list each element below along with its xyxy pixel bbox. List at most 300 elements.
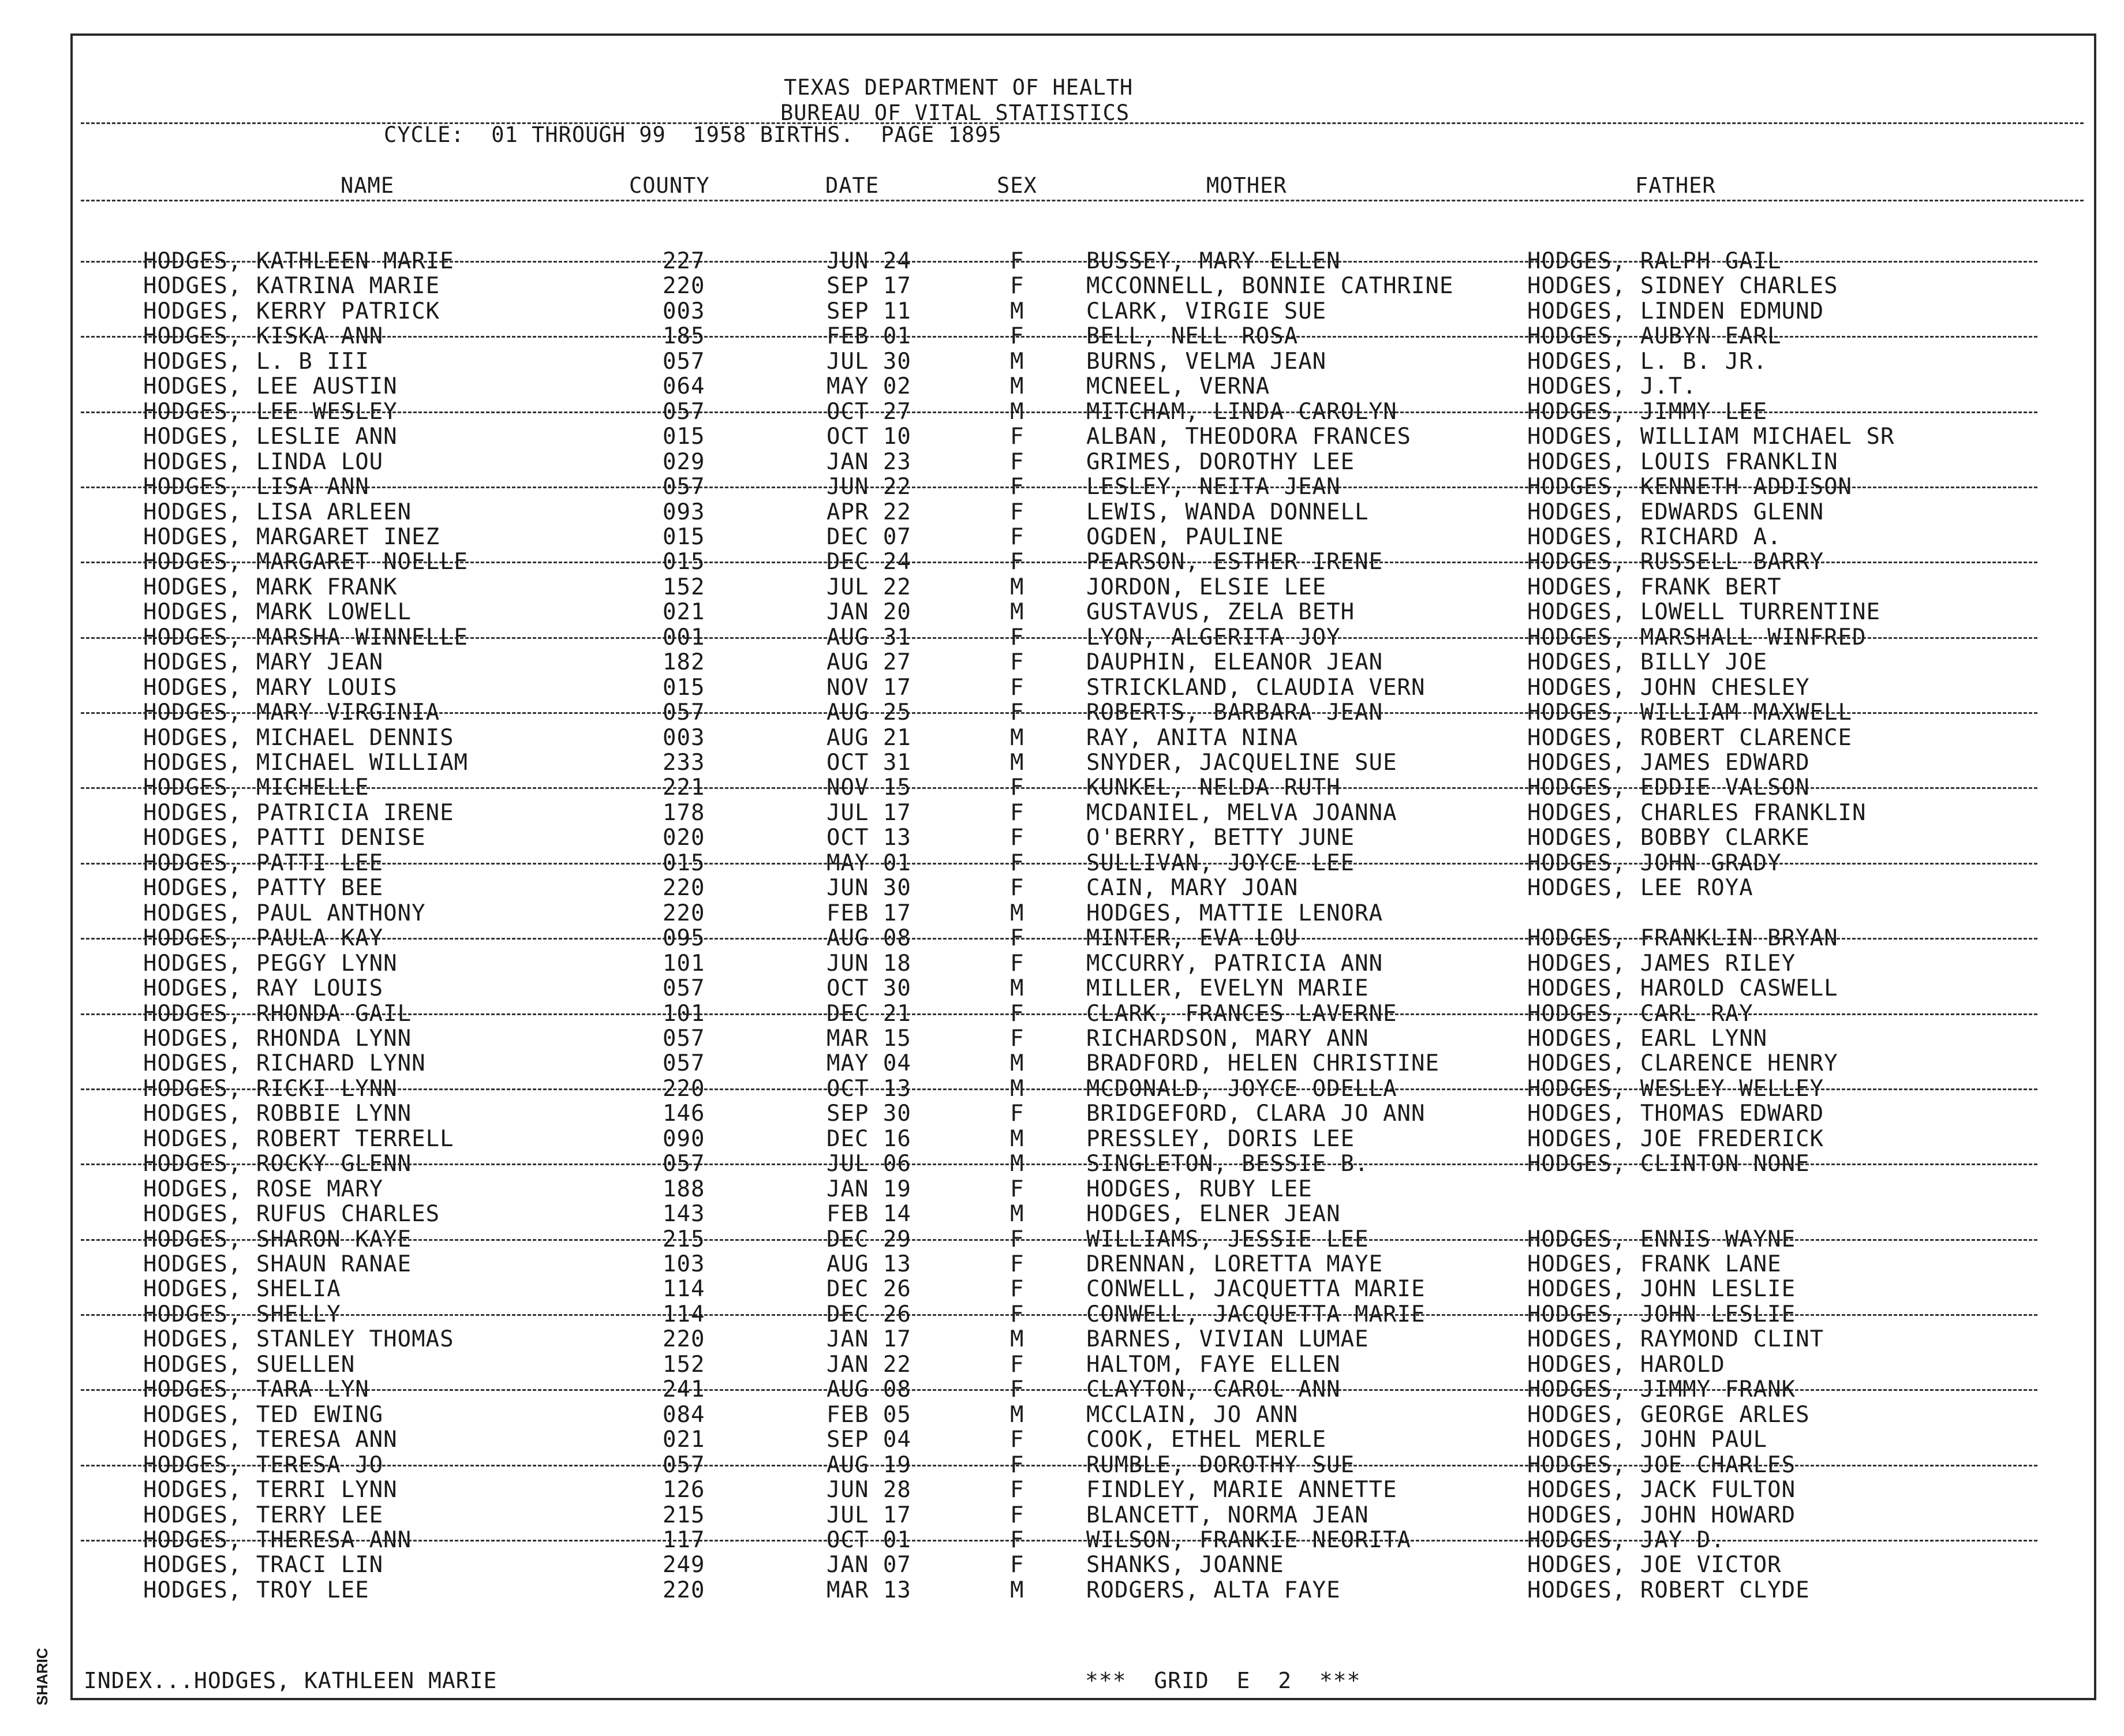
cell-name: HODGES, PEGGY LYNN xyxy=(143,950,398,976)
cell-date: JAN 17 xyxy=(827,1326,911,1353)
cell-father: HODGES, JOE FREDERICK xyxy=(1527,1125,1824,1152)
cell-mother: CAIN, MARY JOAN xyxy=(1086,875,1299,901)
cell-sex: F xyxy=(1010,1176,1024,1202)
cell-father: HODGES, LEE ROYA xyxy=(1527,875,1753,901)
table-row xyxy=(0,1301,2124,1326)
cell-date: JAN 19 xyxy=(827,1176,911,1202)
table-row xyxy=(0,1026,2124,1050)
cell-county: 101 xyxy=(663,1000,705,1027)
cell-name: HODGES, LISA ARLEEN xyxy=(143,499,412,525)
cell-name: HODGES, TERESA JO xyxy=(143,1451,384,1478)
cell-mother: PEARSON, ESTHER IRENE xyxy=(1086,549,1383,575)
cell-mother: CLAYTON, CAROL ANN xyxy=(1086,1376,1341,1403)
table-row xyxy=(0,449,2124,474)
cell-name: HODGES, ROBBIE LYNN xyxy=(143,1101,412,1127)
table-row xyxy=(0,298,2124,323)
table-row xyxy=(0,975,2124,1000)
cell-name: HODGES, KATHLEEN MARIE xyxy=(143,248,454,274)
cell-sex: M xyxy=(1010,373,1024,400)
cell-father: HODGES, JOHN LESLIE xyxy=(1527,1276,1796,1303)
cell-county: 221 xyxy=(663,775,705,801)
cell-mother: GRIMES, DOROTHY LEE xyxy=(1086,448,1355,475)
cell-county: 152 xyxy=(663,574,705,600)
cell-sex: F xyxy=(1010,1000,1024,1027)
cell-sex: F xyxy=(1010,1477,1024,1503)
cell-sex: M xyxy=(1010,900,1024,926)
cell-father: HODGES, THOMAS EDWARD xyxy=(1527,1101,1824,1127)
table-row xyxy=(0,1527,2124,1552)
cell-mother: MCCONNELL, BONNIE CATHRINE xyxy=(1086,273,1454,300)
table-row xyxy=(0,273,2124,298)
cell-county: 146 xyxy=(663,1101,705,1127)
cell-sex: F xyxy=(1010,775,1024,801)
cell-sex: F xyxy=(1010,474,1024,500)
cell-county: 152 xyxy=(663,1351,705,1378)
cell-name: HODGES, LEE AUSTIN xyxy=(143,373,398,400)
cell-date: MAR 15 xyxy=(827,1025,911,1052)
cell-sex: F xyxy=(1010,1251,1024,1277)
cell-father: HODGES, WESLEY WELLEY xyxy=(1527,1075,1824,1102)
cell-date: JUL 22 xyxy=(827,574,911,600)
cell-father: HODGES, CLINTON NONE xyxy=(1527,1151,1810,1177)
cell-father: HODGES, ROBERT CLARENCE xyxy=(1527,724,1853,751)
cell-date: AUG 25 xyxy=(827,699,911,726)
cell-date: JUL 30 xyxy=(827,348,911,375)
table-row xyxy=(0,474,2124,499)
cell-mother: MCCURRY, PATRICIA ANN xyxy=(1086,950,1383,976)
cell-sex: M xyxy=(1010,1401,1024,1428)
cell-mother: SULLIVAN, JOYCE LEE xyxy=(1086,850,1355,876)
cell-name: HODGES, SHELIA xyxy=(143,1276,341,1303)
cell-date: MAY 02 xyxy=(827,373,911,400)
cell-county: 220 xyxy=(663,273,705,300)
header-divider xyxy=(81,122,2084,124)
cell-name: HODGES, MICHAEL WILLIAM xyxy=(143,750,469,776)
table-row xyxy=(0,1251,2124,1276)
cell-father: HODGES, JOE CHARLES xyxy=(1527,1451,1796,1478)
cell-name: HODGES, SHAUN RANAE xyxy=(143,1251,412,1277)
cell-mother: BURNS, VELMA JEAN xyxy=(1086,348,1327,375)
cell-county: 143 xyxy=(663,1201,705,1228)
cell-mother: HODGES, ELNER JEAN xyxy=(1086,1201,1341,1228)
cell-county: 015 xyxy=(663,674,705,701)
table-row xyxy=(0,1577,2124,1602)
cell-county: 220 xyxy=(663,900,705,926)
cell-mother: LYON, ALGERITA JOY xyxy=(1086,624,1341,650)
table-row xyxy=(0,951,2124,975)
table-row xyxy=(0,875,2124,900)
cell-sex: F xyxy=(1010,424,1024,450)
cell-father: HODGES, J.T. xyxy=(1527,373,1697,400)
cell-date: AUG 08 xyxy=(827,925,911,952)
cell-date: SEP 17 xyxy=(827,273,911,300)
cell-father: HODGES, RALPH GAIL xyxy=(1527,248,1782,274)
cell-county: 057 xyxy=(663,975,705,1002)
table-row xyxy=(0,1326,2124,1351)
cell-date: NOV 15 xyxy=(827,775,911,801)
cell-name: HODGES, TED EWING xyxy=(143,1401,384,1428)
table-row xyxy=(0,1502,2124,1527)
cell-father: HODGES, FRANK BERT xyxy=(1527,574,1782,600)
cell-county: 220 xyxy=(663,1326,705,1353)
column-header-name: NAME xyxy=(341,173,395,198)
cell-county: 114 xyxy=(663,1301,705,1327)
cell-father: HODGES, JAMES RILEY xyxy=(1527,950,1796,976)
cell-name: HODGES, LINDA LOU xyxy=(143,448,384,475)
cell-father: HODGES, EARL LYNN xyxy=(1527,1025,1768,1052)
cell-name: HODGES, MARGARET NOELLE xyxy=(143,549,469,575)
cell-father: HODGES, EDDIE VALSON xyxy=(1527,775,1810,801)
cell-date: JUL 17 xyxy=(827,1502,911,1528)
cell-mother: LEWIS, WANDA DONNELL xyxy=(1086,499,1369,525)
cell-date: AUG 27 xyxy=(827,649,911,676)
cell-county: 178 xyxy=(663,799,705,826)
cell-name: HODGES, STANLEY THOMAS xyxy=(143,1326,454,1353)
cell-name: HODGES, MARY JEAN xyxy=(143,649,384,676)
cell-mother: RUMBLE, DOROTHY SUE xyxy=(1086,1451,1355,1478)
cell-mother: ROBERTS, BARBARA JEAN xyxy=(1086,699,1383,726)
cell-name: HODGES, ROCKY GLENN xyxy=(143,1151,412,1177)
cell-mother: GUSTAVUS, ZELA BETH xyxy=(1086,599,1355,626)
cell-date: JUN 28 xyxy=(827,1477,911,1503)
cell-county: 003 xyxy=(663,724,705,751)
cell-county: 021 xyxy=(663,599,705,626)
cell-sex: M xyxy=(1010,750,1024,776)
cell-father: HODGES, LOWELL TURRENTINE xyxy=(1527,599,1880,626)
cell-date: DEC 07 xyxy=(827,523,911,550)
cell-date: AUG 08 xyxy=(827,1376,911,1403)
table-row xyxy=(0,1452,2124,1477)
cell-name: HODGES, MICHAEL DENNIS xyxy=(143,724,454,751)
cell-sex: M xyxy=(1010,975,1024,1002)
cell-county: 114 xyxy=(663,1276,705,1303)
cell-sex: F xyxy=(1010,273,1024,300)
cell-date: APR 22 xyxy=(827,499,911,525)
cell-sex: F xyxy=(1010,649,1024,676)
cell-county: 090 xyxy=(663,1125,705,1152)
cell-mother: KUNKEL, NELDA RUTH xyxy=(1086,775,1341,801)
cell-sex: F xyxy=(1010,1502,1024,1528)
cell-date: JUN 30 xyxy=(827,875,911,901)
cell-name: HODGES, MARSHA WINNELLE xyxy=(143,624,469,650)
cell-mother: O'BERRY, BETTY JUNE xyxy=(1086,825,1355,851)
cell-name: HODGES, RAY LOUIS xyxy=(143,975,384,1002)
column-header-date: DATE xyxy=(825,173,880,198)
cell-sex: F xyxy=(1010,523,1024,550)
cell-father: HODGES, RAYMOND CLINT xyxy=(1527,1326,1824,1353)
cell-sex: F xyxy=(1010,1552,1024,1578)
cell-mother: MILLER, EVELYN MARIE xyxy=(1086,975,1369,1002)
cell-father: HODGES, ROBERT CLYDE xyxy=(1527,1577,1810,1603)
cell-name: HODGES, MARK FRANK xyxy=(143,574,398,600)
cell-date: JAN 22 xyxy=(827,1351,911,1378)
cell-mother: WILSON, FRANKIE NEORITA xyxy=(1086,1527,1412,1553)
cell-sex: M xyxy=(1010,1201,1024,1228)
cell-sex: F xyxy=(1010,1101,1024,1127)
cell-father: HODGES, JIMMY FRANK xyxy=(1527,1376,1796,1403)
table-row xyxy=(0,323,2124,348)
cell-county: 103 xyxy=(663,1251,705,1277)
footer-index: INDEX...HODGES, KATHLEEN MARIE xyxy=(84,1668,498,1693)
cell-date: MAY 01 xyxy=(827,850,911,876)
cell-county: 057 xyxy=(663,1451,705,1478)
cell-mother: DAUPHIN, ELEANOR JEAN xyxy=(1086,649,1383,676)
header-line1: TEXAS DEPARTMENT OF HEALTH xyxy=(784,75,1134,100)
cell-name: HODGES, TERESA ANN xyxy=(143,1427,398,1453)
cell-name: HODGES, MARY LOUIS xyxy=(143,674,398,701)
cell-name: HODGES, PATTI LEE xyxy=(143,850,384,876)
cell-mother: DRENNAN, LORETTA MAYE xyxy=(1086,1251,1383,1277)
cell-name: HODGES, L. B III xyxy=(143,348,369,375)
cell-name: HODGES, RICKI LYNN xyxy=(143,1075,398,1102)
cell-sex: M xyxy=(1010,348,1024,375)
cell-county: 241 xyxy=(663,1376,705,1403)
cell-father: HODGES, JOHN PAUL xyxy=(1527,1427,1768,1453)
cycle-line: CYCLE: 01 THROUGH 99 1958 BIRTHS. PAGE 1895 xyxy=(384,122,1002,147)
cell-county: 084 xyxy=(663,1401,705,1428)
cell-name: HODGES, TARA LYN xyxy=(143,1376,369,1403)
table-row xyxy=(0,499,2124,524)
cell-county: 188 xyxy=(663,1176,705,1202)
cell-mother: PRESSLEY, DORIS LEE xyxy=(1086,1125,1355,1152)
table-row xyxy=(0,649,2124,674)
cell-mother: SHANKS, JOANNE xyxy=(1086,1552,1284,1578)
cell-county: 015 xyxy=(663,523,705,550)
cell-sex: F xyxy=(1010,1376,1024,1403)
cell-date: FEB 14 xyxy=(827,1201,911,1228)
cell-mother: FINDLEY, MARIE ANNETTE xyxy=(1086,1477,1397,1503)
table-row xyxy=(0,1352,2124,1376)
table-row xyxy=(0,424,2124,448)
cell-date: OCT 01 xyxy=(827,1527,911,1553)
cell-sex: F xyxy=(1010,1527,1024,1553)
cell-father: HODGES, JACK FULTON xyxy=(1527,1477,1796,1503)
table-row xyxy=(0,1477,2124,1502)
cell-father: HODGES, BOBBY CLARKE xyxy=(1527,825,1810,851)
cell-father: HODGES, HAROLD xyxy=(1527,1351,1725,1378)
cell-date: MAR 13 xyxy=(827,1577,911,1603)
cell-father: HODGES, KENNETH ADDISON xyxy=(1527,474,1853,500)
cell-sex: F xyxy=(1010,1427,1024,1453)
cell-county: 057 xyxy=(663,1151,705,1177)
cell-father: HODGES, GEORGE ARLES xyxy=(1527,1401,1810,1428)
cell-county: 015 xyxy=(663,850,705,876)
column-header-mother: MOTHER xyxy=(1206,173,1287,198)
cell-father: HODGES, HAROLD CASWELL xyxy=(1527,975,1838,1002)
cell-date: OCT 13 xyxy=(827,825,911,851)
cell-county: 057 xyxy=(663,1025,705,1052)
cell-date: DEC 24 xyxy=(827,549,911,575)
cell-father: HODGES, CARL RAY xyxy=(1527,1000,1753,1027)
cell-date: OCT 31 xyxy=(827,750,911,776)
cell-county: 185 xyxy=(663,323,705,350)
cell-sex: M xyxy=(1010,398,1024,425)
cell-county: 064 xyxy=(663,373,705,400)
cell-sex: M xyxy=(1010,1577,1024,1603)
cell-date: JAN 07 xyxy=(827,1552,911,1578)
table-row xyxy=(0,775,2124,799)
cell-name: HODGES, KATRINA MARIE xyxy=(143,273,440,300)
table-row xyxy=(0,1151,2124,1176)
cell-father: HODGES, FRANKLIN BRYAN xyxy=(1527,925,1838,952)
table-row xyxy=(0,1050,2124,1075)
cell-sex: F xyxy=(1010,875,1024,901)
cell-name: HODGES, RUFUS CHARLES xyxy=(143,1201,440,1228)
cell-mother: MCNEEL, VERNA xyxy=(1086,373,1270,400)
cell-sex: M xyxy=(1010,599,1024,626)
cell-sex: M xyxy=(1010,1151,1024,1177)
cell-mother: RAY, ANITA NINA xyxy=(1086,724,1299,751)
cell-name: HODGES, SUELLEN xyxy=(143,1351,356,1378)
cell-name: HODGES, TRACI LIN xyxy=(143,1552,384,1578)
cell-mother: COOK, ETHEL MERLE xyxy=(1086,1427,1327,1453)
cell-date: JUN 24 xyxy=(827,248,911,274)
cell-mother: MINTER, EVA LOU xyxy=(1086,925,1299,952)
cell-father: HODGES, JAMES EDWARD xyxy=(1527,750,1810,776)
table-row xyxy=(0,1226,2124,1251)
cell-mother: RODGERS, ALTA FAYE xyxy=(1086,1577,1341,1603)
cell-sex: F xyxy=(1010,248,1024,274)
table-row xyxy=(0,900,2124,925)
column-header-sex: SEX xyxy=(997,173,1037,198)
cell-father: HODGES, MARSHALL WINFRED xyxy=(1527,624,1867,650)
cell-date: JUL 06 xyxy=(827,1151,911,1177)
cell-sex: F xyxy=(1010,950,1024,976)
cell-father: HODGES, FRANK LANE xyxy=(1527,1251,1782,1277)
cell-father: HODGES, AUBYN EARL xyxy=(1527,323,1782,350)
column-header-divider xyxy=(81,200,2084,201)
column-header-county: COUNTY xyxy=(629,173,710,198)
cell-name: HODGES, TERRY LEE xyxy=(143,1502,384,1528)
cell-date: JAN 23 xyxy=(827,448,911,475)
cell-date: NOV 17 xyxy=(827,674,911,701)
table-row xyxy=(0,1201,2124,1226)
cell-name: HODGES, SHELLY xyxy=(143,1301,341,1327)
cell-name: HODGES, SHARON KAYE xyxy=(143,1226,412,1252)
cell-county: 249 xyxy=(663,1552,705,1578)
cell-sex: F xyxy=(1010,1276,1024,1303)
table-row xyxy=(0,399,2124,424)
cell-mother: MCDANIEL, MELVA JOANNA xyxy=(1086,799,1397,826)
cell-father: HODGES, BILLY JOE xyxy=(1527,649,1768,676)
cell-county: 182 xyxy=(663,649,705,676)
cell-sex: F xyxy=(1010,1025,1024,1052)
cell-date: OCT 30 xyxy=(827,975,911,1002)
cell-sex: F xyxy=(1010,825,1024,851)
table-row xyxy=(0,624,2124,649)
cell-mother: ALBAN, THEODORA FRANCES xyxy=(1086,424,1412,450)
cell-date: AUG 13 xyxy=(827,1251,911,1277)
cell-father: HODGES, JOHN HOWARD xyxy=(1527,1502,1796,1528)
cell-date: OCT 10 xyxy=(827,424,911,450)
cell-date: DEC 16 xyxy=(827,1125,911,1152)
cell-mother: CONWELL, JACQUETTA MARIE xyxy=(1086,1301,1426,1327)
cell-sex: F xyxy=(1010,699,1024,726)
cell-father: HODGES, LINDEN EDMUND xyxy=(1527,298,1824,324)
column-header-father: FATHER xyxy=(1635,173,1716,198)
table-row xyxy=(0,1376,2124,1401)
table-row xyxy=(0,549,2124,574)
cell-county: 220 xyxy=(663,1577,705,1603)
cell-father: HODGES, JOHN LESLIE xyxy=(1527,1301,1796,1327)
cell-county: 057 xyxy=(663,474,705,500)
cell-father: HODGES, L. B. JR. xyxy=(1527,348,1768,375)
cell-date: JAN 20 xyxy=(827,599,911,626)
cell-mother: STRICKLAND, CLAUDIA VERN xyxy=(1086,674,1426,701)
cell-name: HODGES, TERRI LYNN xyxy=(143,1477,398,1503)
table-row xyxy=(0,750,2124,775)
cell-mother: CLARK, VIRGIE SUE xyxy=(1086,298,1327,324)
cell-father: HODGES, CHARLES FRANKLIN xyxy=(1527,799,1867,826)
cell-county: 233 xyxy=(663,750,705,776)
table-row xyxy=(0,725,2124,750)
cell-mother: HALTOM, FAYE ELLEN xyxy=(1086,1351,1341,1378)
cell-date: SEP 04 xyxy=(827,1427,911,1453)
cell-mother: HODGES, MATTIE LENORA xyxy=(1086,900,1383,926)
cell-county: 093 xyxy=(663,499,705,525)
cell-sex: M xyxy=(1010,298,1024,324)
cell-county: 057 xyxy=(663,398,705,425)
cell-mother: MCCLAIN, JO ANN xyxy=(1086,1401,1299,1428)
cell-name: HODGES, LEE WESLEY xyxy=(143,398,398,425)
side-label: SHARIC xyxy=(33,1648,51,1705)
cell-mother: LESLEY, NEITA JEAN xyxy=(1086,474,1341,500)
cell-sex: F xyxy=(1010,674,1024,701)
cell-date: DEC 29 xyxy=(827,1226,911,1252)
cell-date: JUL 17 xyxy=(827,799,911,826)
cell-county: 021 xyxy=(663,1427,705,1453)
cell-name: HODGES, PAULA KAY xyxy=(143,925,384,952)
cell-name: HODGES, TROY LEE xyxy=(143,1577,369,1603)
cell-date: JUN 18 xyxy=(827,950,911,976)
table-row xyxy=(0,574,2124,599)
cell-father: HODGES, WILLIAM MAXWELL xyxy=(1527,699,1853,726)
cell-date: AUG 31 xyxy=(827,624,911,650)
cell-father: HODGES, JIMMY LEE xyxy=(1527,398,1768,425)
cell-county: 220 xyxy=(663,1075,705,1102)
cell-sex: F xyxy=(1010,1451,1024,1478)
cell-name: HODGES, MARY VIRGINIA xyxy=(143,699,440,726)
table-row xyxy=(0,599,2124,624)
cell-county: 003 xyxy=(663,298,705,324)
table-row xyxy=(0,373,2124,398)
cell-sex: M xyxy=(1010,1125,1024,1152)
cell-sex: F xyxy=(1010,499,1024,525)
cell-father: HODGES, WILLIAM MICHAEL SR xyxy=(1527,424,1895,450)
cell-name: HODGES, THERESA ANN xyxy=(143,1527,412,1553)
cell-mother: CLARK, FRANCES LAVERNE xyxy=(1086,1000,1397,1027)
cell-county: 057 xyxy=(663,1050,705,1077)
cell-date: SEP 30 xyxy=(827,1101,911,1127)
cell-name: HODGES, MARK LOWELL xyxy=(143,599,412,626)
table-row xyxy=(0,1001,2124,1026)
cell-county: 057 xyxy=(663,348,705,375)
cell-date: DEC 21 xyxy=(827,1000,911,1027)
table-row xyxy=(0,675,2124,699)
cell-name: HODGES, PATTI DENISE xyxy=(143,825,426,851)
table-row xyxy=(0,699,2124,724)
cell-sex: M xyxy=(1010,1050,1024,1077)
cell-father: HODGES, RICHARD A. xyxy=(1527,523,1782,550)
cell-date: OCT 27 xyxy=(827,398,911,425)
cell-mother: SNYDER, JACQUELINE SUE xyxy=(1086,750,1397,776)
cell-county: 029 xyxy=(663,448,705,475)
cell-date: JUN 22 xyxy=(827,474,911,500)
cell-sex: M xyxy=(1010,724,1024,751)
table-row xyxy=(0,1126,2124,1151)
cell-county: 057 xyxy=(663,699,705,726)
cell-date: AUG 21 xyxy=(827,724,911,751)
